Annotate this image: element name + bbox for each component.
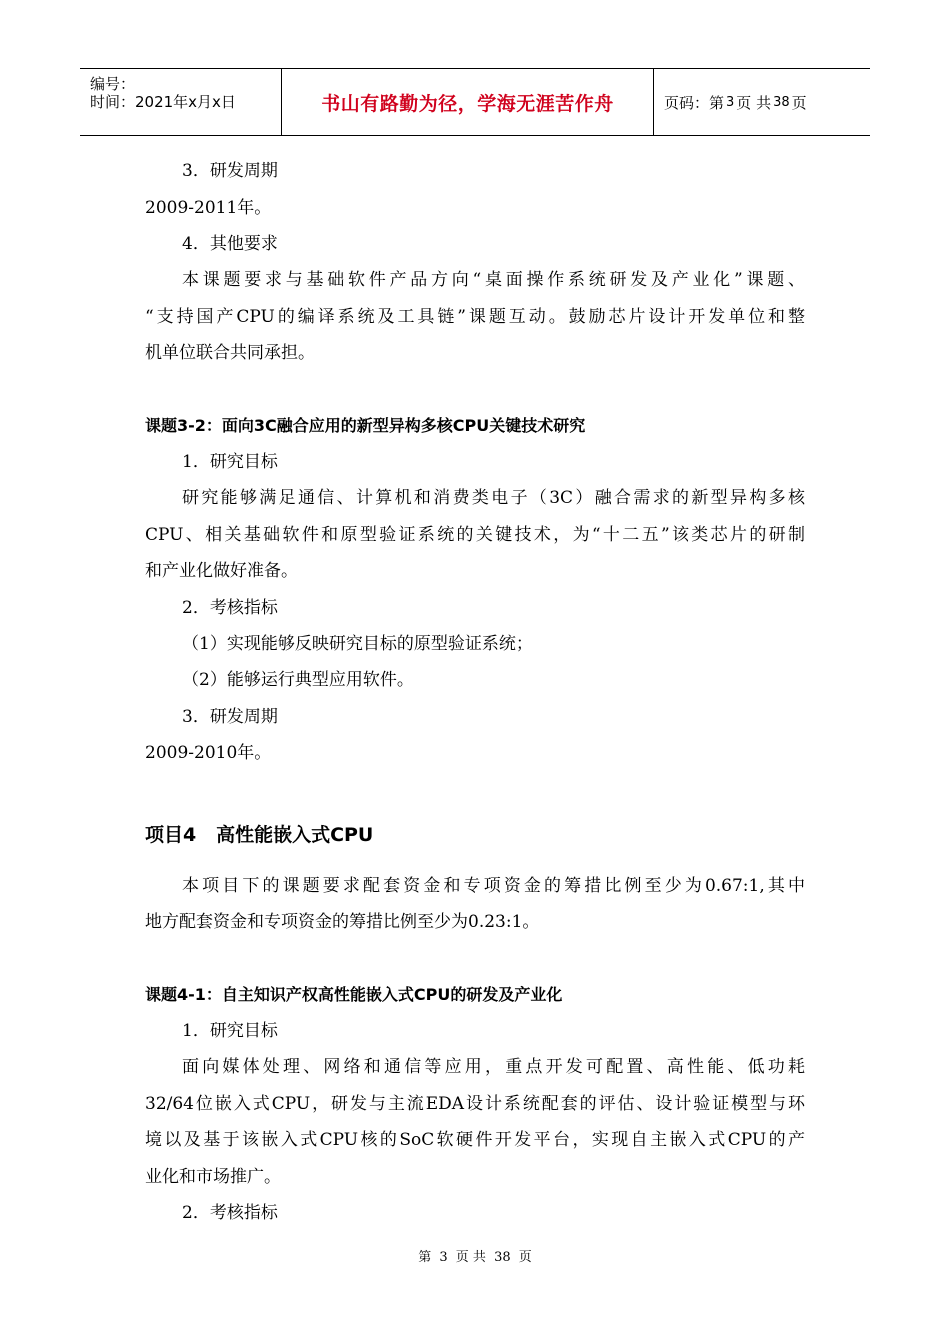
header-page-prefix: 页码：第 xyxy=(664,93,725,112)
paragraph-line: 机单位联合共同承担。 xyxy=(145,343,315,363)
paragraph-line: 本课题要求与基础软件产品方向“桌面操作系统研发及产业化”课题、 xyxy=(182,270,805,290)
paragraph-line: 32/64位嵌入式CPU，研发与主流EDA设计系统配套的评估、设计验证模型与环 xyxy=(145,1094,805,1114)
page-header xyxy=(80,68,870,136)
paragraph-line: 研究能够满足通信、计算机和消费类电子（3C）融合需求的新型异构多核 xyxy=(182,488,805,508)
heading-assessment: 2．考核指标 xyxy=(182,598,278,618)
heading-assessment: 2．考核指标 xyxy=(182,1203,278,1223)
list-item: （1）实现能够反映研究目标的原型验证系统； xyxy=(182,634,533,654)
heading-dev-period: 3．研发周期 xyxy=(182,707,278,727)
footer-mid: 页 共 xyxy=(455,1250,486,1265)
document-date: 时间：2021年x月x日 xyxy=(90,93,236,111)
topic-heading-4-1: 课题4-1：自主知识产权高性能嵌入式CPU的研发及产业化 xyxy=(145,985,563,1004)
paragraph-line: 面向媒体处理、网络和通信等应用，重点开发可配置、高性能、低功耗 xyxy=(182,1057,805,1077)
heading-research-goal: 1．研究目标 xyxy=(182,452,278,472)
heading-dev-period: 3．研发周期 xyxy=(182,161,278,181)
project-heading-4: 项目4 高性能嵌入式CPU xyxy=(145,824,374,846)
footer-suffix: 页 xyxy=(518,1250,532,1265)
paragraph-line: 本项目下的课题要求配套资金和专项资金的筹措比例至少为0.67:1,其中 xyxy=(182,876,805,896)
document-code-label: 编号： xyxy=(90,75,136,93)
paragraph-line: 业化和市场推广。 xyxy=(145,1167,281,1187)
header-page-number: 3 xyxy=(726,94,735,110)
dev-period-value: 2009-2011年。 xyxy=(145,198,272,218)
header-page-total: 38 xyxy=(773,94,790,110)
page-footer xyxy=(0,1246,950,1265)
paragraph-line: “支持国产CPU的编译系统及工具链”课题互动。鼓励芯片设计开发单位和整 xyxy=(145,307,805,327)
list-item: （2）能够运行典型应用软件。 xyxy=(182,670,414,690)
paragraph-line: 和产业化做好准备。 xyxy=(145,561,298,581)
header-page-info xyxy=(654,69,870,135)
heading-other-requirements: 4．其他要求 xyxy=(182,234,278,254)
footer-page-total: 38 xyxy=(494,1250,511,1265)
heading-research-goal: 1．研究目标 xyxy=(182,1021,278,1041)
dev-period-value: 2009-2010年。 xyxy=(145,743,272,763)
header-meta-cell xyxy=(80,69,282,135)
paragraph-line: 地方配套资金和专项资金的筹措比例至少为0.23:1。 xyxy=(145,912,540,932)
header-motto: 书山有路勤为径，学海无涯苦作舟 xyxy=(282,69,654,135)
footer-page-number: 3 xyxy=(439,1250,448,1265)
topic-heading-3-2: 课题3-2：面向3C融合应用的新型异构多核CPU关键技术研究 xyxy=(145,416,586,435)
header-page-mid: 页 共 xyxy=(736,93,772,112)
paragraph-line: 境以及基于该嵌入式CPU核的SoC软硬件开发平台，实现自主嵌入式CPU的产 xyxy=(145,1130,805,1150)
paragraph-line: CPU、相关基础软件和原型验证系统的关键技术，为“十二五”该类芯片的研制 xyxy=(145,525,805,545)
header-page-suffix: 页 xyxy=(791,93,807,112)
footer-prefix: 第 xyxy=(418,1250,432,1265)
